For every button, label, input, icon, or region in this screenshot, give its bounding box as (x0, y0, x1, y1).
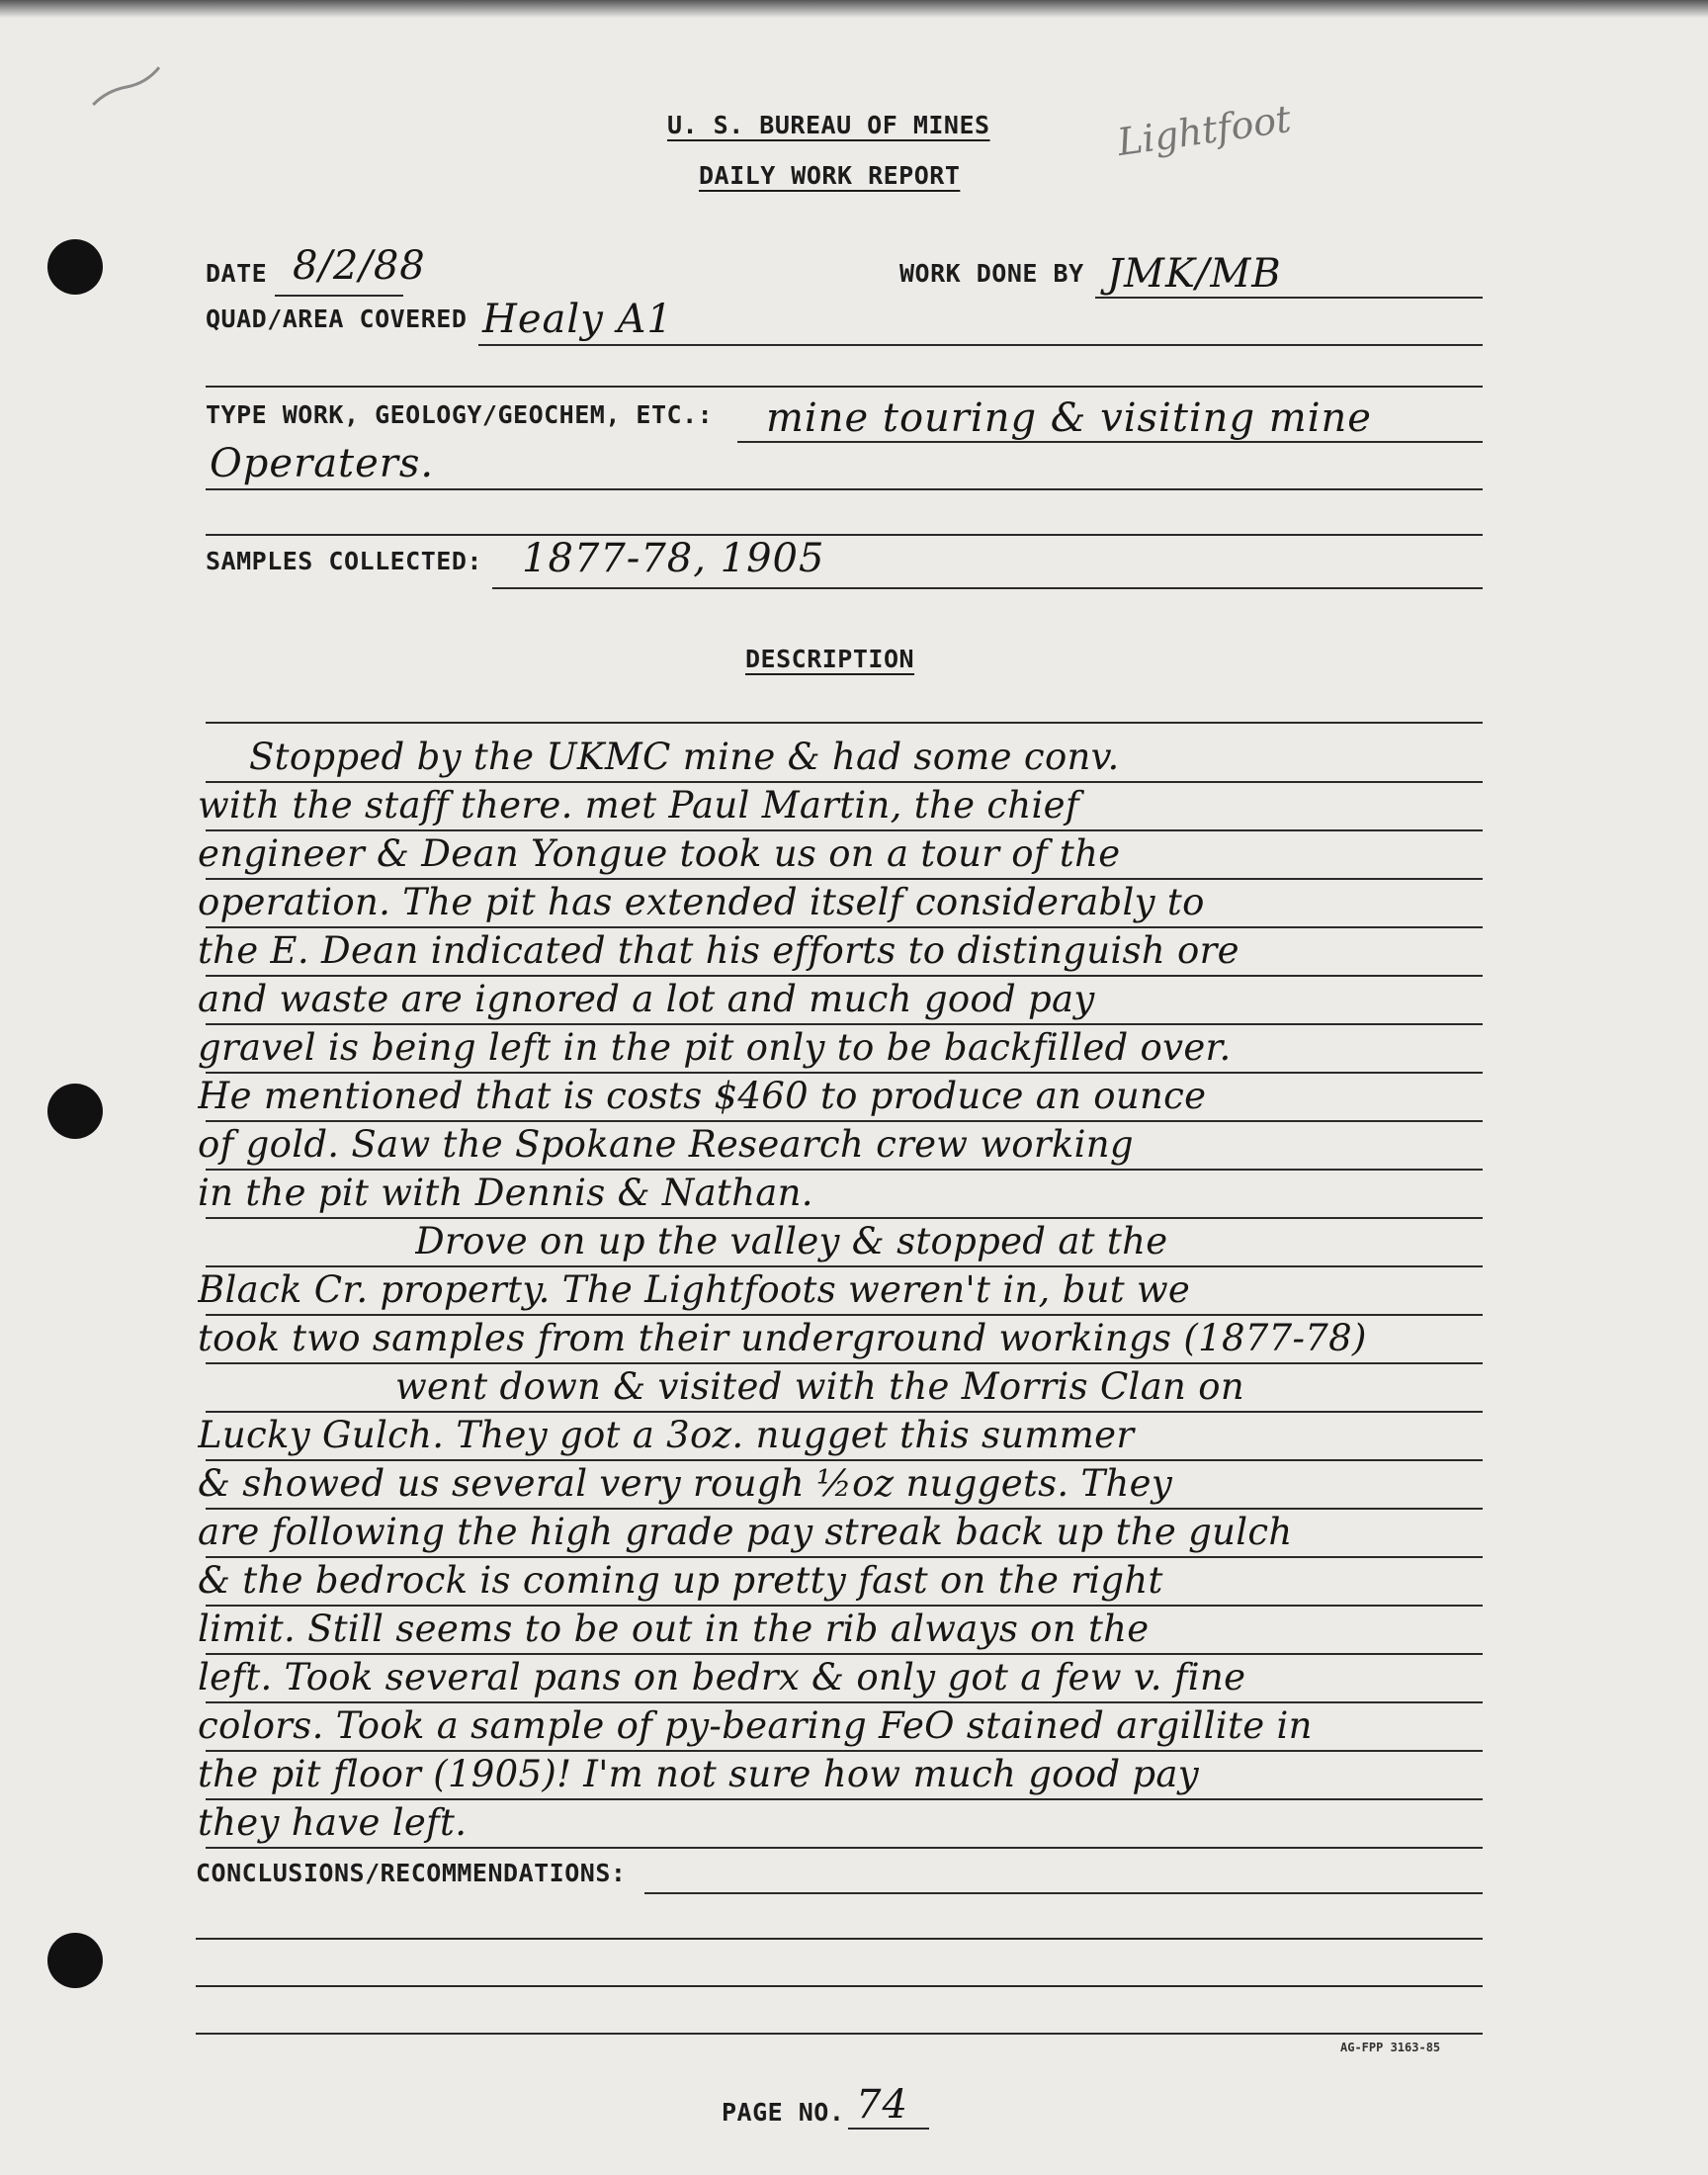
description-line: Black Cr. property. The Lightfoots weren't in, but we (198, 1268, 1191, 1311)
date-value: 8/2/88 (293, 243, 426, 289)
description-line: and waste are ignored a lot and much good pay (198, 978, 1095, 1020)
description-rule (206, 1411, 1483, 1413)
description-rule (206, 1217, 1483, 1219)
description-rule (206, 1701, 1483, 1703)
description-line: left. Took several pans on bedrx & only got a few v. fine (198, 1656, 1246, 1698)
description-line: Stopped by the UKMC mine & had some conv. (249, 736, 1120, 778)
description-line: He mentioned that is costs $460 to produce an ounce (198, 1075, 1207, 1117)
type-work-rule-3 (206, 534, 1483, 536)
description-rule (206, 878, 1483, 880)
agency-title: U. S. BUREAU OF MINES (667, 111, 990, 139)
description-line: operation. The pit has extended itself considerably to (198, 881, 1205, 923)
page-number-value: 74 (856, 2082, 908, 2128)
type-work-rule-1 (737, 441, 1483, 443)
description-line: went down & visited with the Morris Clan on (395, 1365, 1244, 1408)
samples-collected-rule (492, 587, 1483, 589)
conclusions-label: CONCLUSIONS/RECOMMENDATIONS: (196, 1859, 627, 1887)
samples-collected-label: SAMPLES COLLECTED: (206, 547, 482, 575)
description-line: Lucky Gulch. They got a 3oz. nugget this summer (198, 1414, 1135, 1456)
description-rule (206, 975, 1483, 977)
description-line: in the pit with Dennis & Nathan. (198, 1172, 813, 1214)
conclusions-rule-3 (196, 1985, 1483, 1987)
description-rule (206, 1556, 1483, 1558)
quad-area-rule-2 (206, 386, 1483, 388)
description-rule (206, 1847, 1483, 1849)
description-rule (206, 1314, 1483, 1316)
description-line: colors. Took a sample of py-bearing FeO stained argillite in (198, 1704, 1313, 1747)
scan-edge-shadow (0, 0, 1708, 18)
pencil-mark (86, 63, 167, 112)
description-rule (206, 722, 1483, 724)
description-line: Drove on up the valley & stopped at the (415, 1220, 1168, 1262)
conclusions-rule-2 (196, 1938, 1483, 1940)
description-line: of gold. Saw the Spokane Research crew working (198, 1123, 1134, 1166)
description-rule (206, 1072, 1483, 1074)
conclusions-rule-4 (196, 2033, 1483, 2035)
description-rule (206, 1362, 1483, 1364)
work-done-by-label: WORK DONE BY (899, 259, 1084, 288)
description-line: engineer & Dean Yongue took us on a tour of the (198, 832, 1121, 875)
work-done-by-value: JMK/MB (1107, 251, 1282, 297)
punch-hole-middle (47, 1084, 103, 1139)
description-rule (206, 1169, 1483, 1171)
description-heading: DESCRIPTION (745, 645, 915, 673)
description-line: gravel is being left in the pit only to be backfilled over. (198, 1026, 1232, 1069)
date-label: DATE (206, 259, 268, 288)
description-rule (206, 781, 1483, 783)
description-line: the pit floor (1905)! I'm not sure how much good pay (198, 1753, 1199, 1795)
margin-note: Lightfoot (1114, 96, 1294, 165)
description-rule (206, 1023, 1483, 1025)
description-rule (206, 1750, 1483, 1752)
description-rule (206, 1120, 1483, 1122)
description-rule (206, 1459, 1483, 1461)
quad-area-label: QUAD/AREA COVERED (206, 304, 468, 333)
description-line: with the staff there. met Paul Martin, the chief (198, 784, 1079, 826)
form-code: AG-FPP 3163-85 (1340, 2041, 1441, 2054)
description-line: took two samples from their underground workings (1877-78) (198, 1317, 1367, 1359)
description-rule (206, 1605, 1483, 1607)
report-title: DAILY WORK REPORT (699, 161, 961, 190)
type-work-line-1: mine touring & visiting mine (766, 395, 1372, 441)
description-line: they have left. (198, 1801, 468, 1844)
description-rule (206, 1653, 1483, 1655)
description-rule (206, 829, 1483, 831)
type-work-label: TYPE WORK, GEOLOGY/GEOCHEM, ETC.: (206, 400, 714, 429)
description-line: & showed us several very rough ½oz nuggets. They (198, 1462, 1173, 1505)
date-rule (275, 295, 403, 297)
description-rule (206, 1265, 1483, 1267)
punch-hole-bottom (47, 1933, 103, 1988)
work-done-by-rule (1095, 297, 1483, 299)
description-rule (206, 926, 1483, 928)
description-line: are following the high grade pay streak back up the gulch (198, 1511, 1293, 1553)
description-line: the E. Dean indicated that his efforts to distinguish ore (198, 929, 1239, 972)
quad-area-value: Healy A1 (482, 297, 673, 342)
type-work-rule-2 (206, 488, 1483, 490)
type-work-line-2: Operaters. (210, 441, 435, 486)
page-number-label: PAGE NO. (722, 2098, 845, 2127)
quad-area-rule (478, 344, 1483, 346)
description-line: limit. Still seems to be out in the rib always on the (198, 1608, 1150, 1650)
conclusions-rule-1 (644, 1892, 1483, 1894)
description-rule (206, 1798, 1483, 1800)
description-line: & the bedrock is coming up pretty fast on the right (198, 1559, 1163, 1602)
punch-hole-top (47, 239, 103, 295)
description-rule (206, 1508, 1483, 1510)
samples-collected-value: 1877-78, 1905 (522, 536, 825, 581)
page-number-rule (848, 2128, 929, 2130)
